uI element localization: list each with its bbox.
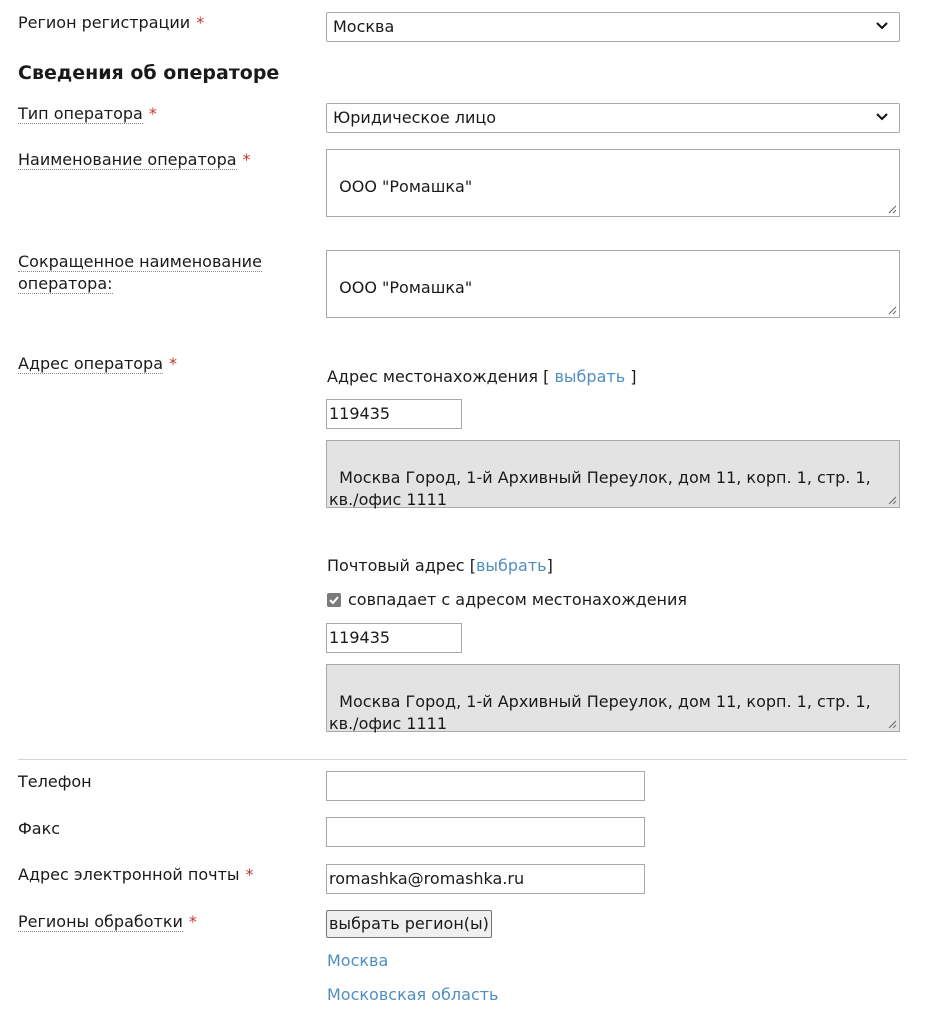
postal-address-title-text: Почтовый адрес	[327, 556, 465, 575]
choose-regions-button[interactable]: выбрать регион(ы)	[326, 910, 492, 938]
phone-label: Телефон	[18, 772, 92, 791]
registration-region-value: Москва	[333, 17, 395, 36]
operator-type-select[interactable]	[326, 103, 900, 133]
operator-name-value: ООО "Ромашка"	[339, 177, 473, 196]
operator-short-name-label	[18, 251, 262, 295]
resize-grip-icon[interactable]	[888, 720, 897, 729]
operator-type-value: Юридическое лицо	[333, 108, 497, 127]
postal-address-title	[327, 555, 553, 577]
operator-short-name-value: ООО "Ромашка"	[339, 278, 473, 297]
operator-address-label	[18, 353, 177, 375]
same-as-location-checkbox[interactable]	[327, 593, 341, 607]
required-mark: *	[148, 104, 157, 123]
required-mark: *	[188, 912, 197, 931]
resize-grip-icon[interactable]	[888, 306, 897, 315]
operator-name-label	[18, 149, 251, 171]
operator-type-label	[18, 103, 157, 125]
required-mark: *	[196, 13, 205, 32]
bracket-open: [	[543, 367, 550, 386]
location-postcode-input[interactable]	[326, 399, 462, 429]
email-label-text: Адрес электронной почты	[18, 865, 240, 884]
checkmark-icon	[327, 593, 341, 607]
required-mark: *	[169, 354, 178, 373]
resize-grip-icon[interactable]	[888, 496, 897, 505]
fax-label: Факс	[18, 819, 61, 838]
postal-choose-link[interactable]: выбрать	[475, 556, 547, 575]
processing-regions-label	[18, 911, 197, 933]
operator-short-name-label-line2: оператора:	[18, 274, 113, 293]
phone-input[interactable]	[326, 771, 645, 801]
email-input[interactable]	[326, 864, 645, 894]
location-address-textarea[interactable]	[326, 440, 900, 508]
required-mark: *	[242, 150, 251, 169]
resize-grip-icon[interactable]	[888, 205, 897, 214]
location-choose-link[interactable]: выбрать	[554, 367, 626, 386]
postal-postcode-input[interactable]	[326, 623, 462, 653]
operator-type-label-text: Тип оператора	[18, 104, 143, 123]
fax-input[interactable]	[326, 817, 645, 847]
location-address-value: Москва Город, 1-й Архивный Переулок, дом 11, корп. 1, стр. 1, кв./офис 1111	[329, 468, 876, 509]
same-as-location-label: совпадает с адресом местонахождения	[348, 590, 688, 609]
section-divider	[18, 759, 907, 760]
operator-name-label-text: Наименование оператора	[18, 150, 237, 169]
registration-region-label	[18, 12, 204, 34]
operator-short-name-textarea[interactable]	[326, 250, 900, 318]
postal-postcode-value: 119435	[329, 628, 391, 647]
registration-region-select[interactable]	[326, 12, 900, 42]
bracket-open: [	[469, 556, 476, 575]
email-label	[18, 864, 254, 886]
location-address-title-text: Адрес местонахождения	[327, 367, 539, 386]
bracket-close: ]	[630, 367, 637, 386]
operator-name-textarea[interactable]	[326, 149, 900, 217]
selected-region-link[interactable]: Москва	[327, 951, 389, 970]
same-as-location-row	[327, 589, 687, 611]
location-postcode-value: 119435	[329, 404, 391, 423]
selected-region-link[interactable]: Московская область	[327, 985, 499, 1004]
bracket-close: ]	[546, 556, 553, 575]
registration-region-label-text: Регион регистрации	[18, 13, 191, 32]
operator-address-label-text: Адрес оператора	[18, 354, 164, 373]
email-value: romashka@romashka.ru	[329, 869, 525, 888]
location-address-title	[327, 366, 636, 388]
processing-regions-label-text: Регионы обработки	[18, 912, 183, 931]
chevron-down-icon	[875, 112, 889, 122]
postal-address-textarea[interactable]	[326, 664, 900, 732]
operator-short-name-label-line1: Сокращенное наименование	[18, 252, 262, 271]
postal-address-value: Москва Город, 1-й Архивный Переулок, дом 11, корп. 1, стр. 1, кв./офис 1111	[329, 692, 876, 733]
required-mark: *	[245, 865, 254, 884]
section-title: Сведения об операторе	[18, 62, 280, 84]
chevron-down-icon	[875, 21, 889, 31]
